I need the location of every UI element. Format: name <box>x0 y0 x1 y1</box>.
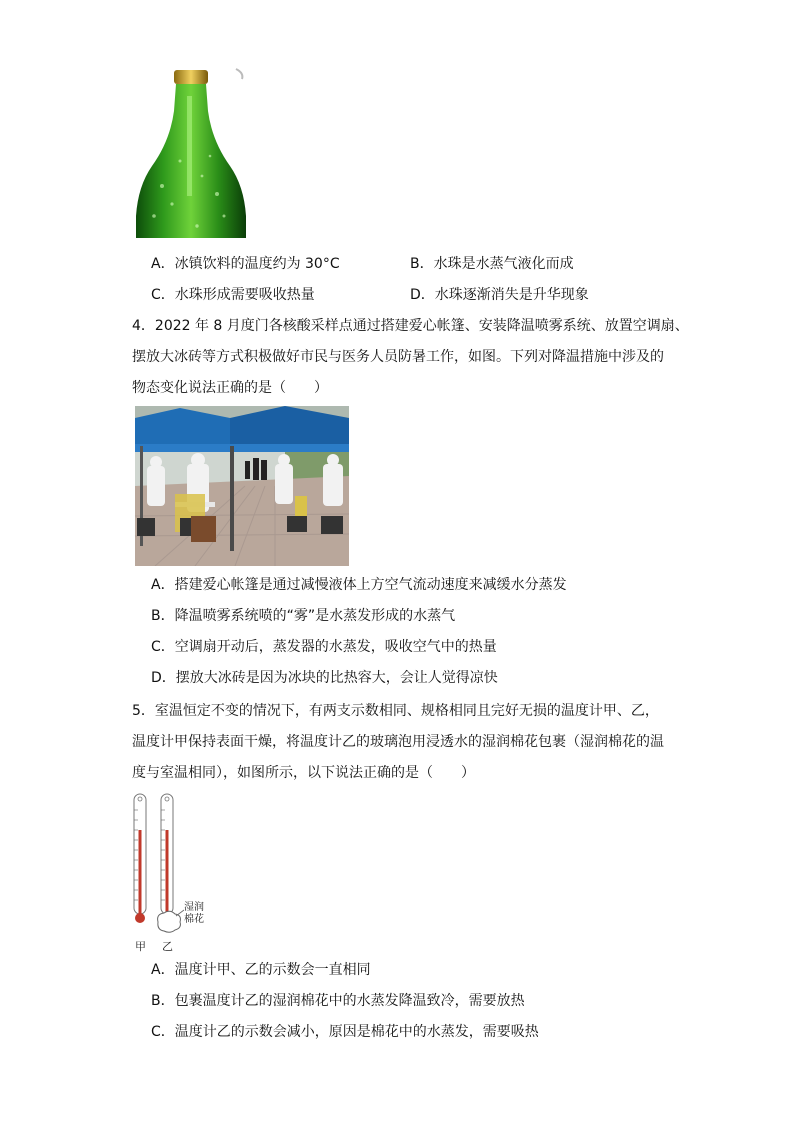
q5-option-a: A．温度计甲、乙的示数会一直相同 <box>151 962 371 978</box>
q4-option-a: A．搭建爱心帐篷是通过减慢液体上方空气流动速度来减缓水分蒸发 <box>151 577 567 593</box>
q4-stem-line2: 摆放大冰砖等方式积极做好市民与医务人员防暑工作，如图。下列对降温措施中涉及的 <box>132 349 664 365</box>
green-bottle-image <box>132 66 250 238</box>
q5-option-b: B．包裹温度计乙的湿润棉花中的水蒸发降温致冷，需要放热 <box>151 993 525 1009</box>
thermometer-jia <box>134 794 146 923</box>
q3-option-a: A．冰镇饮料的温度约为 30°C <box>151 256 340 272</box>
thermometers-image <box>128 790 218 954</box>
wet-cotton-label-2: 棉花 <box>184 914 204 925</box>
tent-photo-image <box>135 406 349 566</box>
q5-stem-line3: 度与室温相同），如图所示，以下说法正确的是（ ） <box>132 765 475 781</box>
label-jia: 甲 <box>135 940 146 953</box>
q4-stem-line1: 4．2022 年 8 月度门各核酸采样点通过搭建爱心帐篷、安装降温喷雾系统、放置空调扇、 <box>132 318 689 334</box>
q5-option-c: C．温度计乙的示数会减小，原因是棉花中的水蒸发，需要吸热 <box>151 1024 539 1040</box>
q3-option-b: B．水珠是水蒸气液化而成 <box>410 256 574 272</box>
thermometer-figure <box>128 790 218 954</box>
q4-option-d: D．摆放大冰砖是因为冰块的比热容大，会让人觉得凉快 <box>151 670 498 686</box>
q3-option-d: D．水珠逐渐消失是升华现象 <box>410 287 589 303</box>
wet-cotton-shape <box>158 911 181 932</box>
q4-stem-line3: 物态变化说法正确的是（ ） <box>132 380 328 396</box>
q4-option-c: C．空调扇开动后，蒸发器的水蒸发，吸收空气中的热量 <box>151 639 497 655</box>
q5-stem-line2: 温度计甲保持表面干燥，将温度计乙的玻璃泡用浸透水的湿润棉花包裹（湿润棉花的温 <box>132 734 664 750</box>
q3-option-c: C．水珠形成需要吸收热量 <box>151 287 315 303</box>
wet-cotton-label-1: 湿润 <box>184 902 204 913</box>
bottle-figure <box>132 66 250 238</box>
label-yi: 乙 <box>162 940 173 953</box>
tent-photo-figure <box>135 406 349 566</box>
q5-stem-line1: 5．室温恒定不变的情况下，有两支示数相同、规格相同且完好无损的温度计甲、乙， <box>132 703 659 719</box>
q4-option-b: B．降温喷雾系统喷的“雾”是水蒸发形成的水蒸气 <box>151 608 456 624</box>
thermometer-yi <box>158 794 184 932</box>
